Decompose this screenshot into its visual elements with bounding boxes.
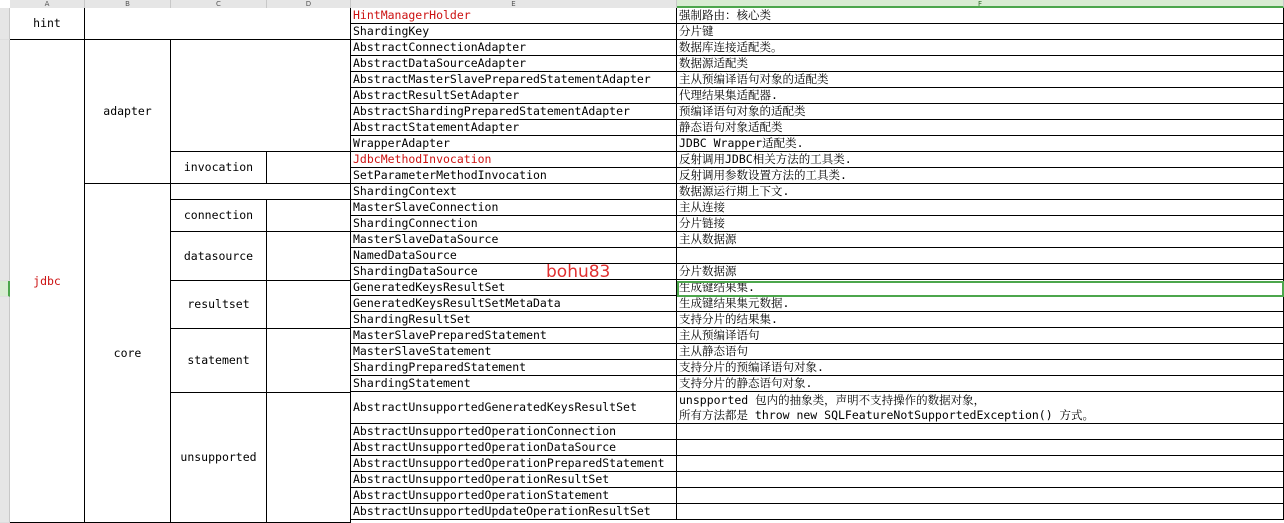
description-lines xyxy=(679,393,1094,423)
class-name-cell[interactable]: ShardingResultSet xyxy=(351,312,677,328)
class-name-cell[interactable]: AbstractStatementAdapter xyxy=(351,120,677,136)
class-name-cell[interactable]: NamedDataSource xyxy=(351,248,677,264)
class-name-cell[interactable]: WrapperAdapter xyxy=(351,136,677,152)
description-line: unspported 包内的抽象类，声明不支持操作的数据对象， xyxy=(679,392,986,407)
class-name-cell[interactable]: AbstractUnsupportedOperationStatement xyxy=(351,488,677,504)
class-name-cell[interactable]: ShardingContext xyxy=(351,184,677,200)
description-cell[interactable] xyxy=(677,424,1284,440)
description-cell[interactable] xyxy=(677,504,1284,520)
class-name-cell[interactable]: AbstractMasterSlavePreparedStatementAdapter xyxy=(351,72,677,88)
group-hint[interactable]: hint xyxy=(10,8,85,40)
description-cell[interactable]: 主从数据源 xyxy=(677,232,1284,248)
description-cell[interactable] xyxy=(677,248,1284,264)
column-header-a[interactable]: A xyxy=(10,0,85,8)
row-header[interactable] xyxy=(0,40,10,281)
class-name-cell[interactable]: AbstractUnsupportedUpdateOperationResultSet xyxy=(351,504,677,520)
description-cell[interactable]: 静态语句对象适配类 xyxy=(677,120,1284,136)
class-name-cell[interactable]: ShardingDataSource xyxy=(351,264,677,280)
description-cell[interactable]: JDBC Wrapper适配类. xyxy=(677,136,1284,152)
description-cell[interactable] xyxy=(677,456,1284,472)
class-name-cell[interactable]: SetParameterMethodInvocation xyxy=(351,168,677,184)
group-datasource[interactable]: datasource xyxy=(171,232,267,281)
class-name-cell[interactable]: ShardingStatement xyxy=(351,376,677,392)
class-name-cell[interactable]: ShardingConnection xyxy=(351,216,677,232)
row-header-selected[interactable] xyxy=(0,281,10,297)
column-header-b[interactable]: B xyxy=(85,0,171,8)
description-cell[interactable]: 数据库连接适配类。 xyxy=(677,40,1284,56)
class-name-cell[interactable]: MasterSlaveStatement xyxy=(351,344,677,360)
row-header[interactable] xyxy=(0,297,10,523)
description-cell[interactable]: 生成键结果集. xyxy=(677,280,1284,296)
description-cell[interactable]: 反射调用参数设置方法的工具类. xyxy=(677,168,1284,184)
empty-cell[interactable] xyxy=(267,393,351,523)
empty-cell[interactable] xyxy=(267,329,351,393)
group-core[interactable]: core xyxy=(85,184,171,523)
group-statement[interactable]: statement xyxy=(171,329,267,393)
class-name-cell[interactable]: GeneratedKeysResultSet xyxy=(351,280,677,296)
class-name-cell[interactable]: AbstractDataSourceAdapter xyxy=(351,56,677,72)
class-name-cell[interactable]: AbstractUnsupportedOperationResultSet xyxy=(351,472,677,488)
class-name-cell[interactable]: AbstractUnsupportedGeneratedKeysResultSet xyxy=(351,392,677,424)
description-cell[interactable]: 支持分片的预编译语句对象. xyxy=(677,360,1284,376)
class-name-cell[interactable]: AbstractShardingPreparedStatementAdapter xyxy=(351,104,677,120)
class-name-cell[interactable]: AbstractResultSetAdapter xyxy=(351,88,677,104)
description-cell[interactable]: 分片键 xyxy=(677,24,1284,40)
group-invocation[interactable]: invocation xyxy=(171,152,267,184)
description-cell[interactable] xyxy=(677,440,1284,456)
column-header-f[interactable]: F xyxy=(677,0,1284,8)
description-cell[interactable]: 支持分片的结果集. xyxy=(677,312,1284,328)
empty-cell[interactable] xyxy=(267,152,351,184)
group-unsupported[interactable]: unsupported xyxy=(171,393,267,523)
description-cell[interactable] xyxy=(677,392,1284,424)
description-cell[interactable]: 主从预编译语句 xyxy=(677,328,1284,344)
description-cell[interactable]: 数据源适配类 xyxy=(677,56,1284,72)
class-name-cell[interactable]: MasterSlaveConnection xyxy=(351,200,677,216)
description-cell[interactable]: 主从连接 xyxy=(677,200,1284,216)
empty-cell[interactable] xyxy=(267,232,351,281)
class-name-cell[interactable]: AbstractUnsupportedOperationConnection xyxy=(351,424,677,440)
description-cell[interactable] xyxy=(677,472,1284,488)
empty-cell[interactable] xyxy=(267,200,351,232)
class-name-cell[interactable]: AbstractUnsupportedOperationDataSource xyxy=(351,440,677,456)
description-cell[interactable]: 分片数据源 xyxy=(677,264,1284,280)
empty-cell[interactable] xyxy=(85,8,351,40)
description-cell[interactable]: 主从静态语句 xyxy=(677,344,1284,360)
empty-cell[interactable] xyxy=(267,281,351,329)
description-cell[interactable]: 强制路由：核心类 xyxy=(677,8,1284,24)
class-name-cell[interactable]: AbstractConnectionAdapter xyxy=(351,40,677,56)
description-cell[interactable]: 反射调用JDBC相关方法的工具类. xyxy=(677,152,1284,168)
class-name-cell[interactable]: JdbcMethodInvocation xyxy=(351,152,677,168)
class-name-cell[interactable]: GeneratedKeysResultSetMetaData xyxy=(351,296,677,312)
column-header-d[interactable]: D xyxy=(267,0,351,8)
class-name-cell[interactable]: ShardingPreparedStatement xyxy=(351,360,677,376)
description-cell[interactable]: 预编译语句对象的适配类 xyxy=(677,104,1284,120)
group-adapter[interactable]: adapter xyxy=(85,40,171,184)
group-jdbc[interactable]: jdbc xyxy=(10,40,85,523)
column-header-c[interactable]: C xyxy=(171,0,267,8)
class-name-cell[interactable]: MasterSlaveDataSource xyxy=(351,232,677,248)
watermark: bohu83 xyxy=(546,262,611,282)
empty-cell[interactable] xyxy=(171,184,351,200)
group-connection[interactable]: connection xyxy=(171,200,267,232)
class-name-cell[interactable]: HintManagerHolder xyxy=(351,8,677,24)
description-cell[interactable]: 数据源运行期上下文. xyxy=(677,184,1284,200)
description-cell[interactable]: 主从预编译语句对象的适配类 xyxy=(677,72,1284,88)
class-name-cell[interactable]: AbstractUnsupportedOperationPreparedStatement xyxy=(351,456,677,472)
column-header-e[interactable]: E xyxy=(351,0,677,8)
description-cell[interactable]: 分片链接 xyxy=(677,216,1284,232)
row-header[interactable] xyxy=(0,8,10,40)
class-name-cell[interactable]: MasterSlavePreparedStatement xyxy=(351,328,677,344)
description-cell[interactable]: 生成键结果集元数据. xyxy=(677,296,1284,312)
description-cell[interactable]: 代理结果集适配器. xyxy=(677,88,1284,104)
class-name-cell[interactable]: ShardingKey xyxy=(351,24,677,40)
description-cell[interactable]: 支持分片的静态语句对象. xyxy=(677,376,1284,392)
description-line: 所有方法都是 throw new SQLFeatureNotSupportedException() 方式。 xyxy=(679,407,1095,422)
group-resultset[interactable]: resultset xyxy=(171,281,267,329)
empty-cell[interactable] xyxy=(171,40,351,152)
description-cell[interactable] xyxy=(677,488,1284,504)
